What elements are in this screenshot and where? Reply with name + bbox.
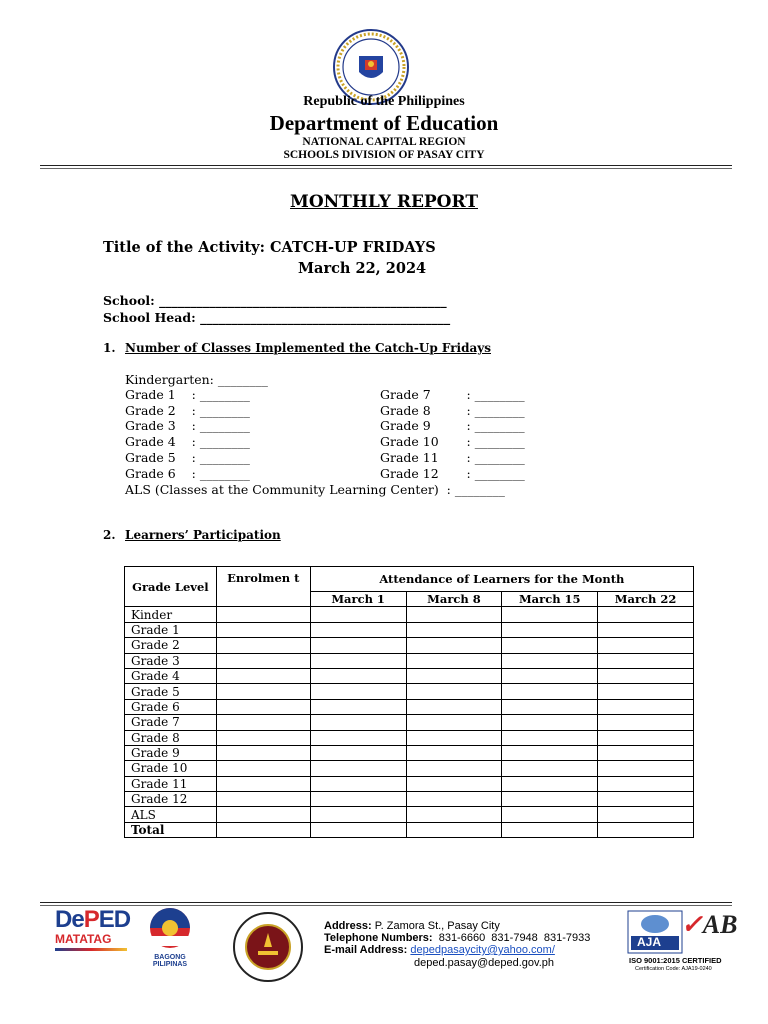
data-cell	[406, 638, 502, 653]
data-cell	[598, 638, 694, 653]
table-row	[125, 761, 694, 776]
division-seal-icon	[232, 911, 304, 983]
data-cell	[216, 776, 310, 791]
data-cell	[598, 807, 694, 822]
data-cell	[502, 622, 598, 637]
data-cell	[502, 807, 598, 822]
data-cell	[406, 715, 502, 730]
col-date: March 15	[502, 592, 598, 607]
data-cell	[216, 653, 310, 668]
data-cell	[216, 607, 310, 622]
data-cell	[310, 684, 406, 699]
data-cell	[310, 792, 406, 807]
data-cell	[598, 822, 694, 837]
als-field: ALS (Classes at the Community Learning Center) : ________	[125, 482, 505, 497]
data-cell	[216, 745, 310, 760]
data-cell	[216, 792, 310, 807]
data-cell	[310, 653, 406, 668]
grade-field: Grade 2 : ________	[125, 403, 250, 418]
data-cell	[598, 730, 694, 745]
region-label: NATIONAL CAPITAL REGION	[302, 136, 466, 148]
address-line	[324, 920, 500, 932]
data-cell	[406, 792, 502, 807]
grade-field: Grade 12 : ________	[380, 466, 525, 481]
data-cell	[216, 699, 310, 714]
table-row	[125, 684, 694, 699]
data-cell	[216, 622, 310, 637]
iso-label: ISO 9001:2015 CERTIFIED	[629, 956, 722, 965]
data-cell	[216, 684, 310, 699]
table-row	[125, 776, 694, 791]
telephone-value: 831-6660 831-7948 831-7933	[432, 932, 591, 944]
bagong-label: BAGONG PILIPINAS	[152, 954, 188, 968]
data-cell	[502, 822, 598, 837]
data-cell	[216, 807, 310, 822]
data-cell	[502, 792, 598, 807]
data-cell	[598, 684, 694, 699]
data-cell	[310, 776, 406, 791]
data-cell	[598, 699, 694, 714]
data-cell	[502, 684, 598, 699]
activity-title: Title of the Activity: CATCH-UP FRIDAYS	[103, 239, 436, 256]
table-row	[125, 822, 694, 837]
col-grade-level: Grade Level	[125, 567, 217, 607]
republic-label: Republic of the Philippines	[303, 94, 465, 109]
grade-field: Grade 11 : ________	[380, 450, 525, 465]
data-cell	[406, 622, 502, 637]
data-cell	[502, 607, 598, 622]
data-cell	[406, 822, 502, 837]
row-label: Grade 5	[125, 684, 217, 699]
email-link[interactable]: depedpasaycity@yahoo.com/	[410, 944, 555, 956]
data-cell	[598, 776, 694, 791]
data-cell	[406, 699, 502, 714]
data-cell	[406, 776, 502, 791]
data-cell	[310, 745, 406, 760]
row-label: Kinder	[125, 607, 217, 622]
row-label: ALS	[125, 807, 217, 822]
address-label: Address:	[324, 920, 372, 932]
table-row	[125, 607, 694, 622]
data-cell	[310, 761, 406, 776]
data-cell	[502, 745, 598, 760]
data-cell	[502, 638, 598, 653]
data-cell	[310, 730, 406, 745]
row-label: Grade 1	[125, 622, 217, 637]
data-cell	[406, 730, 502, 745]
data-cell	[502, 761, 598, 776]
grade-field: Grade 3 : ________	[125, 418, 250, 433]
grade-field: Grade 6 : ________	[125, 466, 250, 481]
participation-table	[124, 566, 694, 838]
data-cell	[406, 761, 502, 776]
kinder-field: Kindergarten: ________	[125, 372, 268, 387]
table-row	[125, 668, 694, 683]
data-cell	[216, 761, 310, 776]
col-enrolment: Enrolmen t	[216, 567, 310, 607]
row-label: Grade 7	[125, 715, 217, 730]
data-cell	[216, 822, 310, 837]
data-cell	[216, 730, 310, 745]
table-row	[125, 653, 694, 668]
col-date: March 22	[598, 592, 694, 607]
data-cell	[310, 807, 406, 822]
report-title: MONTHLY REPORT	[290, 192, 478, 212]
data-cell	[310, 715, 406, 730]
grade-field: Grade 8 : ________	[380, 403, 525, 418]
data-cell	[598, 715, 694, 730]
data-cell	[598, 668, 694, 683]
data-cell	[406, 745, 502, 760]
data-cell	[406, 653, 502, 668]
data-cell	[310, 607, 406, 622]
data-cell	[502, 776, 598, 791]
grade-field: Grade 7 : ________	[380, 387, 525, 402]
aja-label: AJA	[637, 935, 662, 949]
table-row	[125, 745, 694, 760]
email-label: E-mail Address:	[324, 944, 408, 956]
data-cell	[502, 668, 598, 683]
data-cell	[598, 607, 694, 622]
data-cell	[216, 715, 310, 730]
section1-heading: Number of Classes Implemented the Catch-Up Fridays	[125, 341, 491, 355]
row-label: Total	[125, 822, 217, 837]
row-label: Grade 4	[125, 668, 217, 683]
header-divider	[40, 165, 732, 166]
deped-matatag-logo: DePED MATATAG	[55, 906, 133, 966]
activity-date: March 22, 2024	[298, 260, 427, 277]
row-label: Grade 3	[125, 653, 217, 668]
table-row	[125, 730, 694, 745]
data-cell	[502, 699, 598, 714]
department-title: Department of Education	[269, 111, 499, 135]
email-secondary: deped.pasay@deped.gov.ph	[414, 957, 555, 969]
data-cell	[216, 668, 310, 683]
data-cell	[406, 807, 502, 822]
col-date: March 1	[310, 592, 406, 607]
telephone-label: Telephone Numbers:	[324, 932, 433, 944]
table-row	[125, 622, 694, 637]
grade-field: Grade 1 : ________	[125, 387, 250, 402]
col-attendance: Attendance of Learners for the Month	[310, 567, 693, 592]
data-cell	[502, 653, 598, 668]
header-divider-thin	[40, 168, 732, 169]
data-cell	[406, 668, 502, 683]
address-value: P. Zamora St., Pasay City	[371, 920, 500, 932]
bagong-pilipinas-logo	[138, 906, 202, 968]
row-label: Grade 6	[125, 699, 217, 714]
section2-heading: Learners’ Participation	[125, 528, 281, 542]
cert-code: Certification Code: AJA19-0240	[635, 966, 712, 972]
grade-field: Grade 10 : ________	[380, 434, 525, 449]
section1-number: 1.	[103, 341, 116, 355]
school-field: School: ______________________________________________	[103, 293, 447, 308]
grade-field: Grade 9 : ________	[380, 418, 525, 433]
iso-certification-logo: AJA ✓AB ISO 9001:2015 CERTIFIED Certification Code: AJA19-0240	[629, 910, 738, 972]
telephone-line	[324, 932, 590, 944]
row-label: Grade 11	[125, 776, 217, 791]
email-line	[324, 944, 555, 956]
table-row	[125, 792, 694, 807]
grade-field: Grade 4 : ________	[125, 434, 250, 449]
table-row	[125, 638, 694, 653]
data-cell	[598, 792, 694, 807]
row-label: Grade 8	[125, 730, 217, 745]
data-cell	[216, 638, 310, 653]
data-cell	[502, 730, 598, 745]
table-row	[125, 699, 694, 714]
row-label: Grade 12	[125, 792, 217, 807]
matatag-label: MATATAG	[55, 932, 112, 946]
data-cell	[406, 684, 502, 699]
col-date: March 8	[406, 592, 502, 607]
data-cell	[406, 607, 502, 622]
data-cell	[598, 761, 694, 776]
data-cell	[502, 715, 598, 730]
section2-number: 2.	[103, 528, 116, 542]
data-cell	[598, 745, 694, 760]
table-row	[125, 807, 694, 822]
data-cell	[598, 653, 694, 668]
row-label: Grade 9	[125, 745, 217, 760]
data-cell	[310, 668, 406, 683]
row-label: Grade 2	[125, 638, 217, 653]
footer-divider	[40, 902, 732, 903]
data-cell	[310, 638, 406, 653]
data-cell	[310, 622, 406, 637]
table-row	[125, 715, 694, 730]
school-head-field: School Head: ________________________________________	[103, 310, 451, 325]
data-cell	[310, 822, 406, 837]
row-label: Grade 10	[125, 761, 217, 776]
data-cell	[598, 622, 694, 637]
grade-field: Grade 5 : ________	[125, 450, 250, 465]
data-cell	[310, 699, 406, 714]
division-label: SCHOOLS DIVISION OF PASAY CITY	[283, 149, 485, 161]
